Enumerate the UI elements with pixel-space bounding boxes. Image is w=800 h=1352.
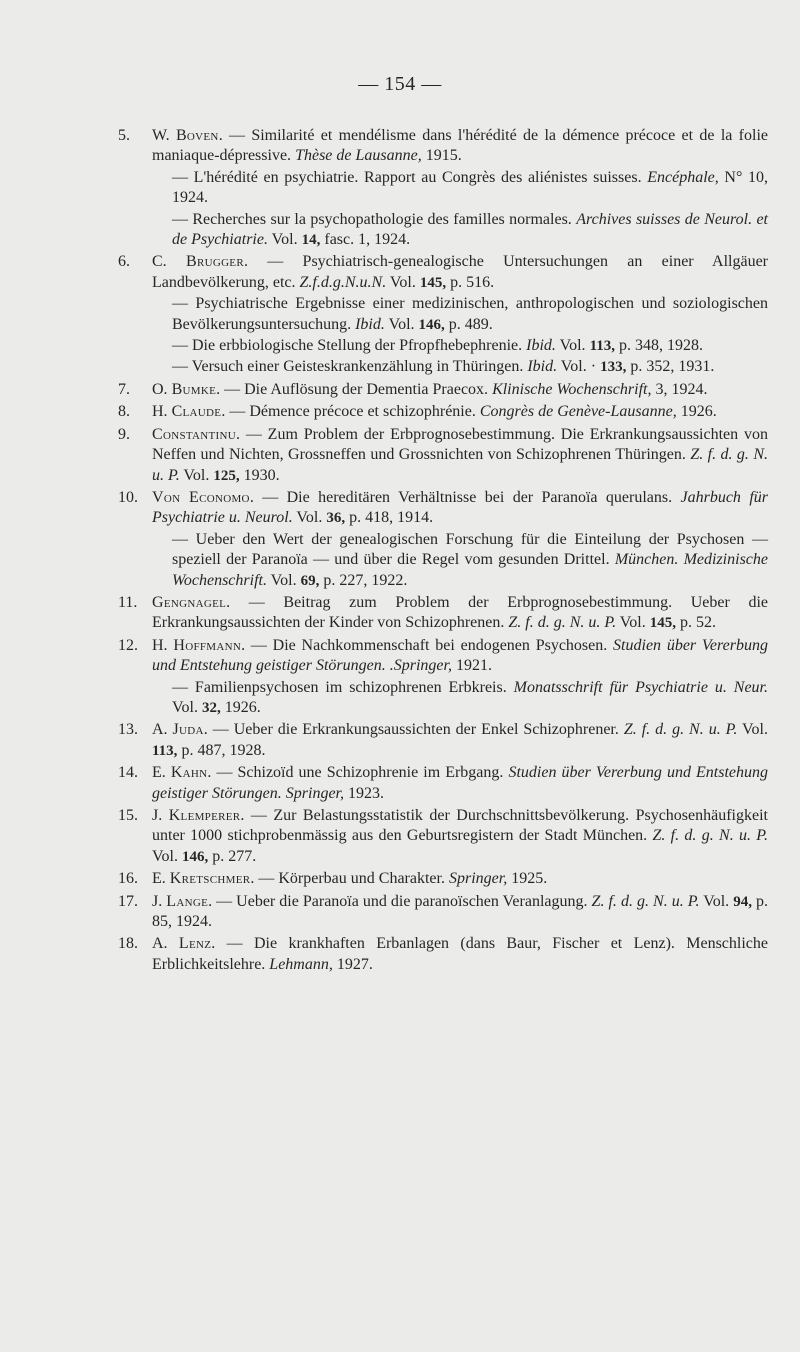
reference-main — [118, 892, 768, 933]
ref-source-title: Springer, — [448, 870, 508, 888]
entry-number: 6. — [118, 253, 130, 271]
ref-volume: 145, — [649, 615, 676, 632]
ref-text: . — Die hereditären Verhältnisse bei der Paranoïa querulans. — [249, 488, 681, 506]
ref-text: A. — [152, 721, 173, 739]
ref-text: . — Psychiatrisch-genealogische Untersuchungen an einer Allgäuer Landbevölkerung, etc. — [152, 253, 769, 291]
reference-main — [118, 252, 768, 293]
page-number: — 154 — — [358, 73, 442, 95]
ref-volume: 113, — [152, 742, 178, 759]
ref-text: p. 352, 1931. — [626, 358, 715, 376]
ref-volume: 113, — [589, 338, 615, 355]
ref-author: Gengnagel — [152, 593, 227, 611]
bibliography-entry — [118, 934, 768, 975]
ref-author: Kahn — [170, 764, 208, 782]
bibliography-entry — [118, 636, 768, 719]
bibliography-entry — [118, 380, 768, 400]
ref-text: . — Körperbau und Charakter. — [250, 870, 449, 888]
ref-text: 1930. — [239, 466, 280, 484]
ref-author: Von Economo — [152, 488, 250, 506]
ref-source-title: Z. f. d. g. N. u. P. — [152, 446, 769, 484]
ref-text: E. — [152, 764, 171, 782]
ref-author: Lange — [166, 892, 209, 910]
ref-source-title: Encéphale, — [647, 168, 719, 186]
ref-volume: 146, — [181, 848, 209, 865]
ref-text: p. 516. — [446, 273, 495, 291]
ref-author: Claude — [171, 403, 222, 421]
ref-text: E. — [152, 870, 170, 888]
ref-volume: 94, — [733, 893, 752, 910]
ref-text: Vol. — [267, 231, 302, 249]
reference-main — [118, 488, 768, 529]
ref-source-title: Congrès de Genève-Lausanne, — [479, 403, 677, 421]
bibliography-entry — [118, 806, 768, 867]
reference-main — [118, 636, 768, 677]
ref-text: 3, 1924. — [651, 380, 708, 398]
ref-text: — Familienpsychosen im schizophrenen Erbkreis. — [172, 678, 514, 696]
ref-text: Vol. — [699, 892, 734, 910]
ref-text: 1927. — [332, 955, 373, 973]
reference-main — [118, 402, 768, 422]
ref-source-title: Ibid. — [526, 337, 556, 355]
ref-source-title: Thèse de Lausanne, — [295, 147, 422, 165]
ref-text: Vol. — [384, 315, 419, 333]
ref-source-title: Studien über Vererbung und Entstehung geistiger Störungen. .Springer, — [152, 636, 768, 675]
ref-text: . — Die Auflösung der Dementia Praecox. — [216, 380, 493, 398]
entry-number: 8. — [118, 403, 130, 421]
entry-number: 7. — [118, 380, 130, 398]
bibliography-entry — [118, 720, 768, 761]
reference-additional — [118, 168, 768, 209]
ref-source-title: Lehmann, — [269, 955, 333, 973]
entry-number: 9. — [118, 425, 130, 443]
ref-text: . — Beitrag zum Problem der Erbprognosebestimmung. Ueber die Erkrankungsaussichten der Kinder von Schizophrenen. — [152, 593, 768, 632]
reference-additional — [118, 294, 768, 335]
ref-text: . — Démence précoce et schizophrénie. — [221, 403, 480, 421]
ref-text: p. 85, 1924. — [152, 892, 768, 931]
ref-source-title: Studien über Vererbung und Entstehung geistiger Störungen. Springer, — [152, 764, 769, 802]
ref-volume: 32, — [201, 699, 221, 716]
reference-main — [118, 806, 768, 867]
bibliography-entry — [118, 593, 768, 634]
ref-text: A. — [152, 935, 179, 953]
ref-volume: 69, — [300, 572, 320, 589]
ref-text: p. 487, 1928. — [177, 741, 266, 759]
reference-additional — [118, 530, 768, 591]
ref-text: . — Zur Belastungsstatistik der Durchschnittsbevölkerung. Psychosenhäufigkeit unter 1000 stichprobenmässig aus den Geburtsregistern der Stadt München. — [152, 807, 768, 845]
ref-author: Klemperer — [168, 807, 241, 824]
ref-text: p. 418, 1914. — [345, 509, 434, 527]
ref-text: . — Zum Problem der Erbprognosebestimmung. Die Erkrankungsaussichten von Neffen und Nichten, Grossneffen und Grossnichten von Schizophrenen Thüringen. — [152, 425, 768, 464]
ref-volume: 145, — [419, 274, 447, 291]
bibliography-entry — [118, 763, 768, 804]
ref-text: H. — [152, 403, 172, 421]
ref-source-title: Ibid. — [527, 358, 558, 376]
ref-text: Vol. — [152, 847, 182, 865]
ref-text: p. 277. — [208, 847, 257, 865]
ref-volume: 36, — [326, 510, 346, 527]
bibliography-entry — [118, 892, 768, 933]
ref-volume: 133, — [600, 359, 627, 376]
ref-text: — Recherches sur la psychopathologie des familles normales. — [172, 210, 577, 228]
ref-text: p. 348, 1928. — [615, 337, 703, 355]
reference-main — [118, 869, 768, 889]
entry-number: 14. — [118, 764, 138, 782]
entry-number: 5. — [118, 127, 130, 144]
ref-text: . — Die Nachkommenschaft bei endogenen Psychosen. — [241, 636, 614, 654]
ref-author: Boven — [175, 127, 219, 144]
ref-author: Bumke — [171, 380, 217, 398]
ref-text: Vol. — [616, 614, 650, 632]
bibliography-entry — [118, 126, 768, 250]
ref-author: Lenz — [178, 935, 212, 953]
ref-source-title: Ibid. — [355, 315, 385, 333]
entry-number: 15. — [118, 807, 138, 824]
ref-text: J. — [152, 892, 167, 910]
ref-text: W. — [152, 127, 176, 144]
ref-text: . — Die krankhaften Erbanlagen (dans Baur, Fischer et Lenz). Menschliche Erblichkeitslehre. — [152, 935, 768, 973]
ref-text: — L'hérédité en psychiatrie. Rapport au Congrès des aliénistes suisses. — [172, 168, 648, 186]
ref-text: 1925. — [507, 870, 548, 888]
ref-author: Hoffmann — [173, 636, 242, 654]
ref-text: . — Similarité et mendélisme dans l'hérédité de la démence précoce et de la folie maniaque-dépressive. — [152, 127, 768, 165]
ref-text: p. 52. — [675, 614, 716, 632]
ref-source-title: Z. f. d. g. N. u. P. — [623, 721, 738, 739]
bibliography-entry — [118, 488, 768, 591]
ref-text: 1926. — [220, 698, 261, 716]
ref-text: p. 227, 1922. — [319, 571, 408, 589]
ref-source-title: Z.f.d.g.N.u.N. — [299, 273, 387, 291]
ref-author: Juda — [172, 721, 204, 739]
entry-number: 16. — [118, 870, 138, 888]
entry-number: 18. — [118, 935, 138, 953]
ref-text: Vol. — [386, 273, 420, 291]
ref-text: 1926. — [676, 403, 717, 421]
ref-volume: 14, — [301, 232, 321, 249]
ref-text: — Die erbbiologische Stellung der Pfropfhebephrenie. — [172, 337, 527, 355]
ref-text: 1923. — [344, 784, 384, 802]
ref-text: fasc. 1, 1924. — [320, 231, 411, 249]
ref-text: H. — [152, 636, 174, 654]
ref-text: — Psychiatrische Ergebnisse einer medizinischen, anthropologischen und soziologischen Bevölkerungsuntersuchung. — [172, 295, 768, 333]
ref-source-title: Monatsschrift für Psychiatrie u. Neur. — [513, 678, 768, 696]
ref-source-title: Klinische Wochenschrift, — [492, 380, 652, 398]
ref-text: J. — [152, 807, 169, 824]
ref-volume: 125, — [213, 467, 240, 484]
ref-source-title: Z. f. d. g. N. u. P. — [652, 827, 769, 845]
ref-source-title: München. Medizinische Wochenschrift. — [172, 551, 769, 589]
ref-text: . — Ueber die Paranoïa und die paranoïschen Veranlagung. — [208, 892, 592, 910]
entry-number: 13. — [118, 721, 138, 739]
ref-text: O. — [152, 380, 172, 398]
ref-source-title: Z. f. d. g. N. u. P. — [508, 614, 617, 632]
reference-additional — [118, 336, 768, 356]
bibliography-list — [118, 126, 768, 975]
ref-author: Constantinu — [152, 425, 236, 443]
ref-text: Vol. — [179, 466, 214, 484]
reference-main — [118, 380, 768, 400]
ref-text: 1915. — [421, 147, 462, 165]
ref-source-title: Archives suisses de Neurol. et de Psychiatrie. — [172, 210, 769, 249]
ref-text: Vol. — [737, 721, 768, 739]
bibliography-entry — [118, 425, 768, 486]
reference-additional — [118, 210, 768, 251]
ref-text: . — Schizoïd une Schizophrenie im Erbgang. — [207, 764, 509, 782]
reference-main — [118, 593, 768, 634]
ref-author: Brugger — [185, 253, 244, 271]
ref-text: Vol. — [172, 698, 202, 716]
reference-main — [118, 934, 768, 975]
bibliography-entry — [118, 869, 768, 889]
entry-number: 17. — [118, 892, 138, 910]
ref-text: — Versuch einer Geisteskrankenzählung in Thüringen. — [172, 358, 528, 376]
bibliography-entry — [118, 402, 768, 422]
ref-author: Kretschmer — [169, 870, 251, 888]
ref-text: Vol. — [266, 571, 301, 589]
ref-text: N° 10, 1924. — [172, 168, 768, 207]
reference-additional — [118, 678, 768, 719]
ref-source-title: Z. f. d. g. N. u. P. — [591, 892, 700, 910]
entry-number: 11. — [118, 593, 138, 611]
reference-main — [118, 720, 768, 761]
ref-text: Vol. — [555, 337, 590, 355]
ref-text: . — Ueber die Erkrankungsaussichten der Enkel Schizophrener. — [203, 721, 624, 739]
ref-text: Vol. · — [557, 358, 601, 376]
ref-text: C. — [152, 253, 186, 271]
reference-main — [118, 425, 768, 486]
reference-additional — [118, 357, 768, 377]
bibliography-entry — [118, 252, 768, 377]
reference-main — [118, 126, 768, 167]
ref-volume: 146, — [418, 316, 445, 333]
ref-source-title: Jahrbuch für Psychiatrie u. Neurol. — [152, 488, 768, 527]
ref-text: — Ueber den Wert der genealogischen Forschung für die Einteilung der Psychosen — speziell der Paranoïa — und über die Regel vom gesunden Drittel. — [172, 530, 768, 569]
reference-main — [118, 763, 768, 804]
ref-text: Vol. — [292, 509, 327, 527]
entry-number: 12. — [118, 636, 138, 654]
ref-text: 1921. — [451, 657, 492, 675]
entry-number: 10. — [118, 488, 138, 506]
ref-text: p. 489. — [444, 315, 493, 333]
